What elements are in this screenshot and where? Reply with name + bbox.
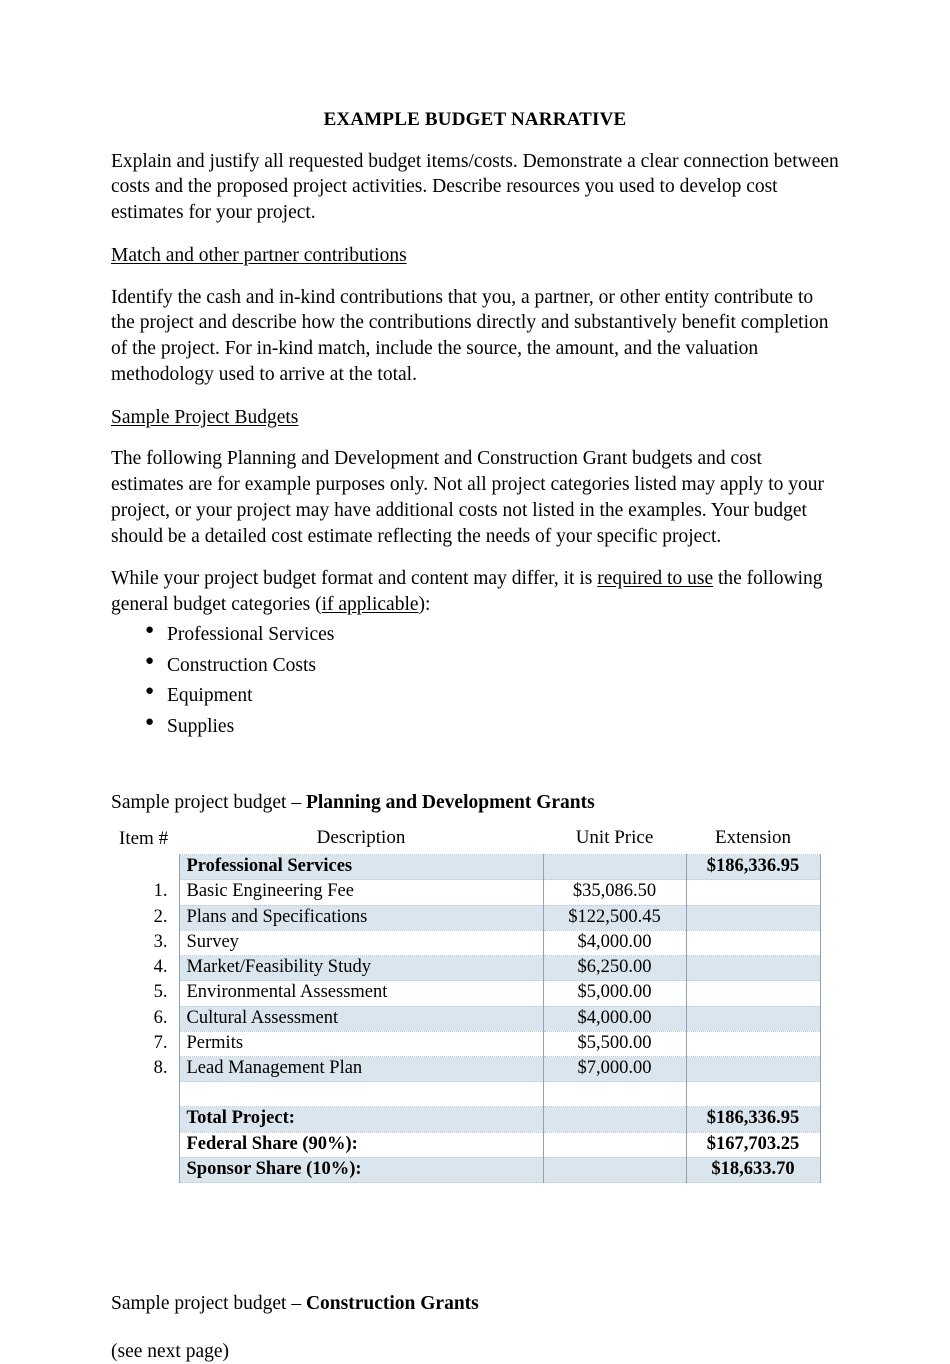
table-row: [111, 981, 820, 1006]
cell-unit-price: $5,500.00: [543, 1031, 686, 1056]
cell-unit-price: $4,000.00: [543, 1006, 686, 1031]
cell-unit-price: [543, 855, 686, 880]
cell-unit-price: $4,000.00: [543, 930, 686, 955]
cell-item-number: 7.: [111, 1031, 179, 1056]
cell-item-number: 8.: [111, 1057, 179, 1082]
category-label: Equipment: [167, 685, 253, 707]
footer-caption-prefix: Sample project budget –: [111, 1293, 306, 1315]
cell-total-label: Total Project:: [179, 1107, 543, 1132]
cell-item-number: 2.: [111, 905, 179, 930]
cell-description: Permits: [179, 1031, 543, 1056]
cell-extension: [686, 1057, 820, 1082]
bullet-icon: ●: [145, 713, 155, 730]
table-header-row: [111, 827, 820, 855]
list-item: [145, 683, 839, 709]
cell-description: Plans and Specifications: [179, 905, 543, 930]
category-label: Supplies: [167, 715, 235, 737]
table-row: [111, 855, 820, 880]
cell-unit-price: [543, 1157, 686, 1182]
cell-total-extension: $186,336.95: [686, 1107, 820, 1132]
cell-description: Environmental Assessment: [179, 981, 543, 1006]
bullet-icon: ●: [145, 621, 155, 638]
cell-total-label: Federal Share (90%):: [179, 1132, 543, 1157]
intro-paragraph: Explain and justify all requested budget items/costs. Demonstrate a clear connection between costs and the proposed project activities. Describe resources you used to develop cost estimates for your project.: [111, 150, 839, 224]
cell-description: Professional Services: [179, 855, 543, 880]
table-row: [111, 905, 820, 930]
table-spacer-row: [111, 1082, 820, 1107]
categories-intro-underline-if-applicable: if applicable: [321, 594, 419, 616]
footer-caption-bold: Construction Grants: [305, 1293, 479, 1315]
cell-description: [179, 1082, 543, 1107]
cell-item-number: 6.: [111, 1006, 179, 1031]
cell-unit-price: [543, 1082, 686, 1107]
cell-total-extension: $18,633.70: [686, 1157, 820, 1182]
cell-description: Basic Engineering Fee: [179, 880, 543, 905]
table-total-row: [111, 1157, 820, 1182]
list-item: [145, 713, 839, 740]
cell-extension: [686, 930, 820, 955]
section-heading-sample-budgets-text: Sample Project Budgets: [111, 406, 299, 428]
bullet-icon: ●: [145, 652, 155, 669]
cell-extension: [686, 880, 820, 905]
cell-extension: [686, 981, 820, 1006]
table-row: [111, 1031, 820, 1056]
page-title: EXAMPLE BUDGET NARRATIVE: [323, 109, 627, 130]
section-paragraph-sample-budgets: The following Planning and Development and Construction Grant budgets and cost estimates are for example purposes only. Not all project categories listed may apply to your project, or your project may have additional costs not listed in the examples. Your budget should be a detailed cost estimate reflecting the needs of your specific project.: [111, 448, 824, 547]
cell-item-number: [111, 855, 179, 880]
cell-item-number: 5.: [111, 981, 179, 1006]
cell-item-number: 4.: [111, 956, 179, 981]
cell-unit-price: $7,000.00: [543, 1057, 686, 1082]
cell-extension: [686, 956, 820, 981]
section-heading-sample-budgets: [111, 405, 839, 431]
table-total-row: [111, 1132, 820, 1157]
document-content: [111, 108, 839, 1364]
section-paragraph-match: Identify the cash and in-kind contributions that you, a partner, or other entity contribute to the project and describe how the contributions directly and substantively benefit completion of the project. For in-kind match, include the source, the amount, and the valuation methodology used to arrive at the total.: [111, 286, 829, 385]
table-total-row: [111, 1107, 820, 1132]
budget-caption-prefix: Sample project budget –: [111, 791, 306, 813]
budget-table-head: [111, 827, 820, 855]
cell-unit-price: $5,000.00: [543, 981, 686, 1006]
cell-unit-price: [543, 1132, 686, 1157]
cell-extension: $186,336.95: [686, 855, 820, 880]
section-heading-match: [111, 243, 839, 269]
category-label: Professional Services: [167, 623, 335, 645]
cell-unit-price: $35,086.50: [543, 880, 686, 905]
list-item: [145, 621, 839, 648]
footer-see-next-page: (see next page): [111, 1340, 230, 1362]
column-header-unit-price: Unit Price: [543, 827, 686, 855]
cell-item-number: 3.: [111, 930, 179, 955]
categories-intro-underline-required: required to use: [597, 568, 714, 590]
table-row: [111, 930, 820, 955]
cell-extension: [686, 1006, 820, 1031]
section-heading-match-text: Match and other partner contributions: [111, 244, 407, 266]
column-header-description: Description: [179, 827, 543, 855]
categories-intro-part2: the following general budget categories (: [111, 568, 823, 616]
table-row: [111, 956, 820, 981]
cell-description: Lead Management Plan: [179, 1057, 543, 1082]
table-row: [111, 1006, 820, 1031]
cell-unit-price: $6,250.00: [543, 956, 686, 981]
table-row: [111, 880, 820, 905]
cell-description: Market/Feasibility Study: [179, 956, 543, 981]
column-header-item: Item #: [111, 827, 179, 855]
budget-caption-bold: Planning and Development Grants: [305, 791, 595, 813]
footer-block: [111, 1291, 839, 1364]
cell-total-extension: $167,703.25: [686, 1132, 820, 1157]
cell-item-number: [111, 1082, 179, 1107]
cell-item-number: 1.: [111, 880, 179, 905]
cell-unit-price: [543, 1107, 686, 1132]
cell-description: Survey: [179, 930, 543, 955]
budget-table-body: [111, 855, 820, 1183]
category-label: Construction Costs: [167, 654, 316, 676]
categories-intro-part1: While your project budget format and content may differ, it is: [111, 568, 598, 590]
budget-table-caption: [111, 790, 839, 815]
cell-extension: [686, 1082, 820, 1107]
cell-unit-price: $122,500.45: [543, 905, 686, 930]
cell-extension: [686, 905, 820, 930]
cell-extension: [686, 1031, 820, 1056]
cell-total-label: Sponsor Share (10%):: [179, 1157, 543, 1182]
list-item: [145, 652, 839, 679]
budget-table: [111, 827, 821, 1183]
cell-item-number: [111, 1157, 179, 1182]
bullet-icon: ●: [145, 683, 155, 700]
cell-item-number: [111, 1132, 179, 1157]
cell-item-number: [111, 1107, 179, 1132]
categories-intro-part3: ):: [418, 594, 431, 616]
column-header-extension: Extension: [686, 827, 820, 855]
budget-categories-list: [111, 622, 839, 740]
table-row: [111, 1057, 820, 1082]
budget-table-wrapper: [111, 827, 820, 1183]
footer-budget-caption: [111, 1291, 839, 1316]
cell-description: Cultural Assessment: [179, 1006, 543, 1031]
categories-intro-paragraph: [111, 566, 839, 617]
